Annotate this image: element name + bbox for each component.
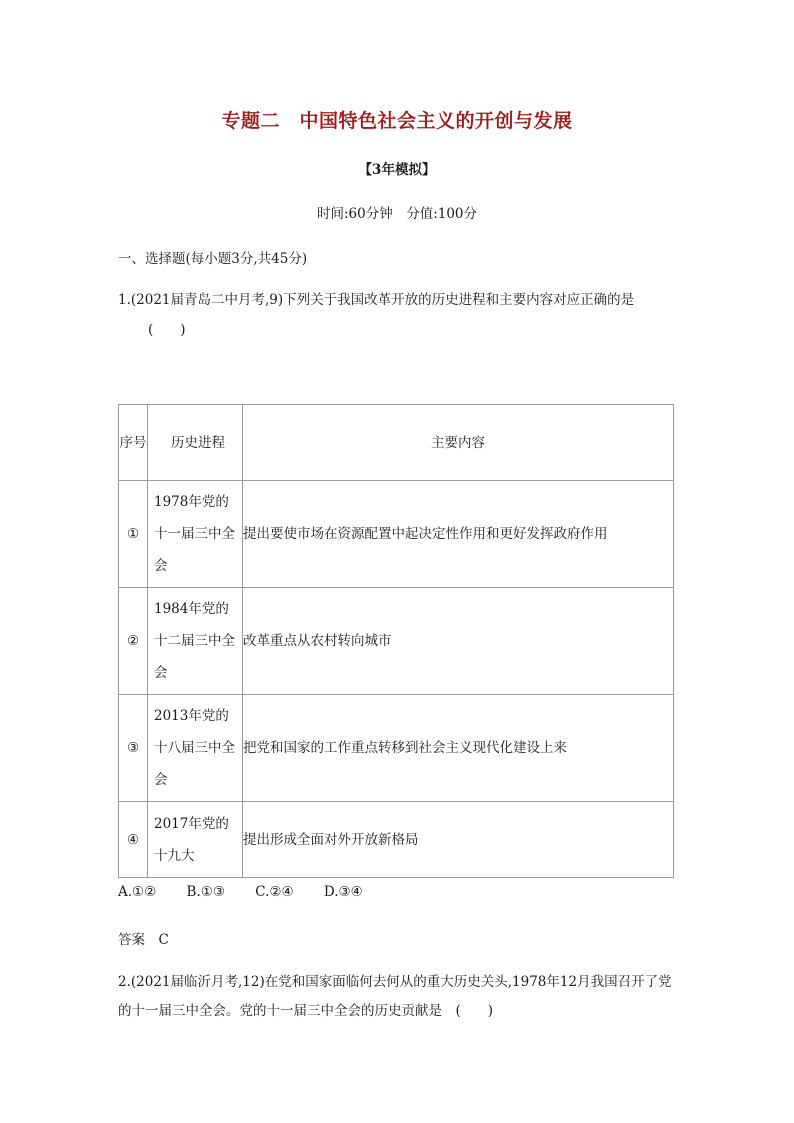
page-title: 专题二 中国特色社会主义的开创与发展 (221, 110, 573, 132)
header-no: 序号 (119, 405, 148, 481)
question-1 (118, 285, 678, 345)
table-row (119, 695, 674, 802)
row-process: 1978年党的十一届三中全会 (148, 481, 243, 588)
row-content: 改革重点从农村转向城市 (243, 588, 674, 695)
option-d: D.③④ (323, 884, 363, 900)
row-content: 把党和国家的工作重点转移到社会主义现代化建设上来 (243, 695, 674, 802)
option-b: B.①③ (186, 884, 225, 900)
exam-tag: 【3年模拟】 (358, 162, 436, 178)
answer-options (118, 884, 389, 900)
exam-meta: 时间:60分钟 分值:100分 (316, 206, 478, 222)
row-no: ④ (119, 802, 148, 878)
option-a: A.①② (118, 884, 157, 900)
question-2-stem: 2.(2021届临沂月考,12)在党和国家面临何去何从的重大历史关头,1978年12月我国召开了党的十一届三中全会。党的十一届三中全会的历史贡献是 ( ) (118, 974, 672, 1019)
option-c: C.②④ (255, 884, 294, 900)
row-process: 1984年党的十二届三中全会 (148, 588, 243, 695)
row-content: 提出形成全面对外开放新格局 (243, 802, 674, 878)
table-row (119, 802, 674, 878)
header-content: 主要内容 (243, 405, 674, 481)
row-content: 提出要使市场在资源配置中起决定性作用和更好发挥政府作用 (243, 481, 674, 588)
table-row (119, 588, 674, 695)
section-heading: 一、选择题(每小题3分,共45分) (118, 251, 308, 267)
table-header-row (119, 405, 674, 481)
row-process: 2017年党的十九大 (148, 802, 243, 878)
row-process: 2013年党的十八届三中全会 (148, 695, 243, 802)
answer-blank: ( ) (148, 322, 186, 338)
row-no: ① (119, 481, 148, 588)
row-no: ③ (119, 695, 148, 802)
row-no: ② (119, 588, 148, 695)
question-1-stem: 1.(2021届青岛二中月考,9)下列关于我国改革开放的历史进程和主要内容对应正确的是 (118, 292, 635, 308)
header-process: 历史进程 (148, 405, 243, 481)
question-2 (118, 968, 678, 1026)
history-table (118, 404, 674, 878)
table-row (119, 481, 674, 588)
answer-line: 答案 C (118, 932, 169, 948)
